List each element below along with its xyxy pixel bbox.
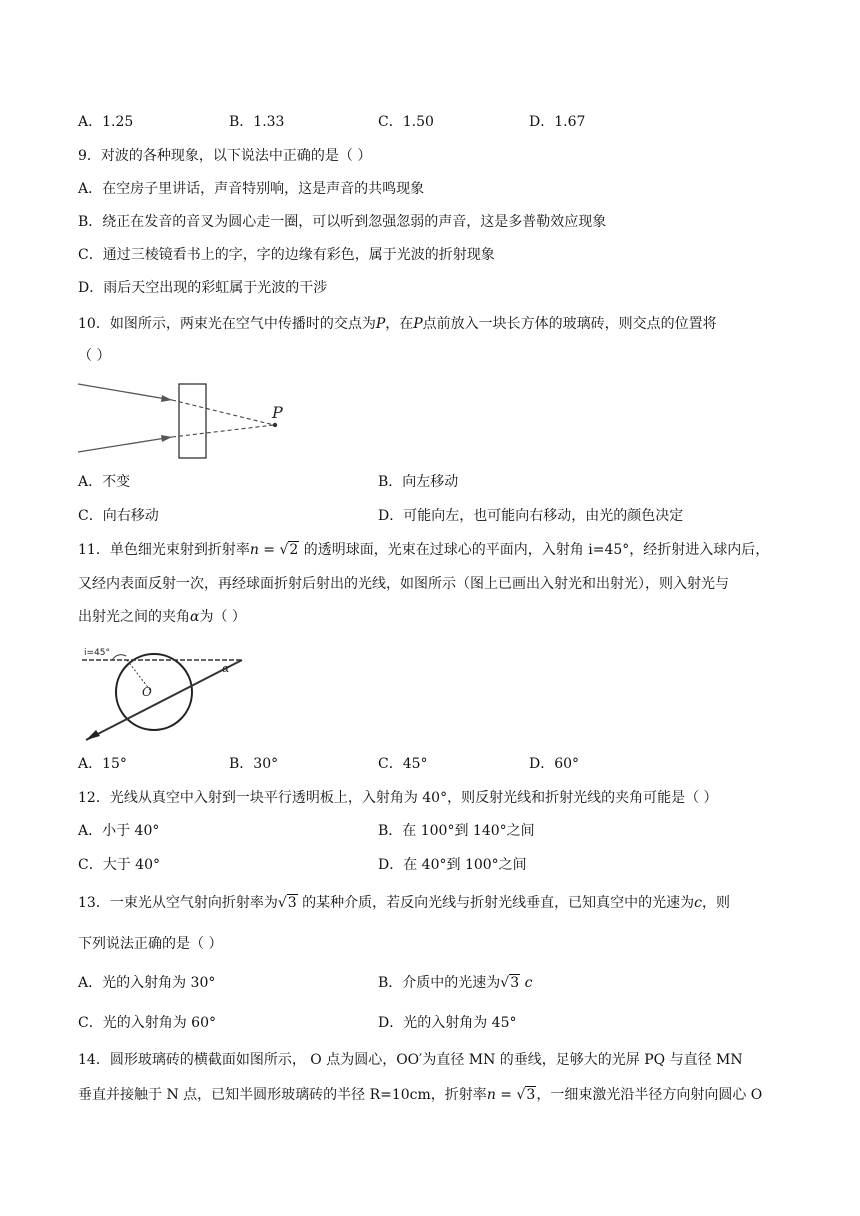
q11-text-b: 的透明球面，光束在过球心的平面内，入射角 i=45°，经折射进入球内后，: [299, 542, 770, 558]
q13-option-b-text: B．介质中的光速为: [378, 975, 501, 991]
q14-stem-line2: [78, 1085, 762, 1105]
q10-var-p: P: [375, 316, 386, 332]
q10-stem-part-a: 10．如图所示，两束光在空气中传播时的交点为: [78, 316, 376, 332]
angle-arc: [112, 655, 126, 660]
q12-stem: 12．光线从真空中入射到一块平行透明板上，入射角为 40°，则反射光线和折射光线的夹角可能是（ ）: [78, 790, 718, 806]
q10-stem-part-b: ，在: [385, 316, 414, 332]
q10-stem-line2: （ ）: [78, 348, 111, 364]
q12-option-d: D．在 40°到 100°之间: [378, 857, 527, 873]
point-p-label: P: [272, 403, 283, 422]
q11-text-a: 11．单色细光束射到折射率: [78, 542, 250, 558]
q13-stem-line1: [78, 893, 730, 913]
q11-option-a: A．15°: [78, 756, 127, 772]
q11-sphere-figure: [82, 644, 254, 742]
center-o-label: O: [142, 685, 152, 699]
alpha-label: α: [222, 662, 230, 675]
q13-option-a: A．光的入射角为 30°: [78, 975, 216, 991]
q8-option-d: D．1.67: [529, 114, 586, 130]
sqrt-expression: √3: [500, 975, 520, 991]
q13-option-c: C．光的入射角为 60°: [78, 1015, 216, 1031]
q11-equals: =: [258, 542, 280, 558]
q9-option-d: D．雨后天空出现的彩虹属于光波的干涉: [78, 280, 328, 296]
glass-block: [179, 384, 206, 458]
intersection-point-p: [273, 423, 277, 427]
q13-text-b: 的某种介质，若反向光线与折射光线垂直，已知真空中的光速为: [297, 895, 695, 911]
q13-option-d: D．光的入射角为 45°: [378, 1015, 517, 1031]
q10-option-a: A．不变: [78, 474, 131, 490]
q14-stem-line1: 14．圆形玻璃砖的横截面如图所示， O 点为圆心，OO′为直径 MN 的垂线，足够大的光屏 PQ 与直径 MN: [78, 1052, 743, 1068]
q13-text-c: ，则: [701, 895, 730, 911]
sqrt-expression: √2: [279, 542, 299, 558]
q11-var-n: n: [249, 542, 259, 558]
q11-var-alpha: α: [190, 609, 200, 625]
q10-var-p: P: [413, 316, 423, 332]
q10-stem: [78, 314, 717, 334]
arrow-icon: [86, 730, 100, 740]
q11-option-c: C．45°: [378, 756, 428, 772]
q8-option-b: B．1.33: [229, 114, 285, 130]
q10-option-c: C．向右移动: [78, 508, 159, 524]
q11-text-d: 为（ ）: [199, 609, 246, 625]
q11-stem-line2: 又经内表面反射一次，再经球面折射后射出的光线，如图所示（图上已画出入射光和出射光），则入射光与: [78, 576, 729, 592]
q14-var-n: n: [486, 1087, 496, 1103]
q12-option-a: A．小于 40°: [78, 823, 160, 839]
q9-option-b: B．绕正在发音的音叉为圆心走一圈，可以听到忽强忽弱的声音，这是多普勒效应现象: [78, 214, 607, 230]
upper-dashed-extension: [172, 400, 274, 425]
sqrt-expression: √3: [277, 895, 297, 911]
arrow-icon: [161, 395, 172, 402]
q10-option-d: D．可能向左，也可能向右移动，由光的颜色决定: [378, 508, 684, 524]
q9-option-c: C．通过三棱镜看书上的字，字的边缘有彩色，属于光波的折射现象: [78, 247, 495, 263]
incidence-angle-label: i=45°: [84, 648, 110, 658]
lower-light-ray: [78, 437, 172, 452]
q11-stem-line1: [78, 540, 769, 560]
q11-text-c: 出射光之间的夹角: [78, 609, 190, 625]
q12-option-b: B．在 100°到 140°之间: [378, 823, 535, 839]
q8-option-c: C．1.50: [378, 114, 434, 130]
q14-equals: =: [495, 1087, 517, 1103]
q11-option-b: B．30°: [229, 756, 279, 772]
q13-var-c: c: [524, 975, 533, 991]
q11-option-d: D．60°: [529, 756, 580, 772]
arrow-icon: [161, 435, 172, 442]
q13-text-a: 13．一束光从空气射向折射率为: [78, 895, 278, 911]
sqrt-radicand: 3: [510, 975, 520, 991]
q9-stem: 9．对波的各种现象，以下说法中正确的是（ ）: [78, 148, 372, 164]
q14-text-b: ，一细束激光沿半径方向射向圆心 O: [536, 1087, 763, 1103]
sqrt-radicand: 3: [526, 1087, 536, 1103]
q13-var-c: c: [694, 895, 702, 911]
lower-dashed-extension: [172, 425, 274, 437]
q11-stem-line3: [78, 607, 246, 627]
q14-text-a: 垂直并接触于 N 点，已知半圆形玻璃砖的半径 R=10cm，折射率: [78, 1087, 487, 1103]
q13-option-b: [378, 973, 532, 993]
q10-option-b: B．向左移动: [378, 474, 459, 490]
q9-option-a: A．在空房子里讲话，声音特别响，这是声音的共鸣现象: [78, 181, 425, 197]
q12-option-c: C．大于 40°: [78, 857, 160, 873]
sqrt-radicand: 3: [287, 895, 297, 911]
sqrt-radicand: 2: [289, 542, 299, 558]
q10-stem-part-c: 点前放入一块长方体的玻璃砖，则交点的位置将: [422, 316, 717, 332]
q10-glass-block-figure: [76, 378, 296, 462]
upper-light-ray: [78, 384, 172, 400]
q8-option-a: A．1.25: [78, 114, 134, 130]
q13-stem-line2: 下列说法正确的是（ ）: [78, 936, 223, 952]
sqrt-expression: √3: [516, 1087, 536, 1103]
